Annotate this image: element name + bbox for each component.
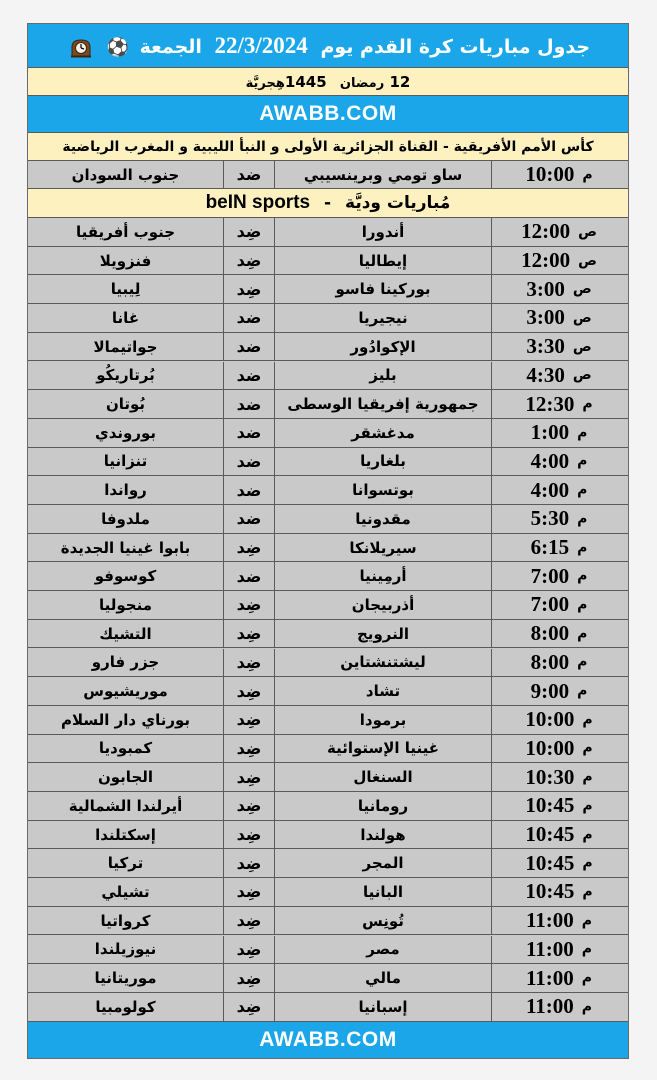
versus-label: ضد [224, 448, 275, 476]
time-value: 12:00 [521, 219, 571, 244]
home-team: أندورا [275, 218, 492, 246]
title-day: الجمعة [139, 35, 202, 58]
away-team: أيرلندا الشمالية [28, 792, 224, 820]
away-team: جنوب أفريقيا [28, 218, 224, 246]
site-url-top[interactable]: AWABB.COM [259, 102, 397, 125]
away-team: تنزانيا [28, 448, 224, 476]
time-value: 3:30 [526, 334, 565, 359]
home-team: بوتسوانا [275, 476, 492, 504]
versus-label: ضد [224, 333, 275, 361]
versus-label: ضد [224, 362, 275, 390]
time-period: م [582, 797, 593, 814]
section-friendlies-title [206, 192, 451, 214]
versus-label: ضِد [224, 275, 275, 303]
match-time [492, 362, 628, 390]
match-row [28, 706, 628, 735]
home-team: ليشتنشتاين [275, 649, 492, 677]
match-row [28, 333, 628, 362]
match-row [28, 362, 628, 391]
match-time [492, 333, 628, 361]
time-value: 10:45 [525, 822, 575, 847]
hijri-year: 1445 [284, 72, 327, 91]
time-value: 8:00 [530, 649, 570, 674]
time-value: 5:30 [530, 506, 570, 531]
section-friendlies-header [28, 189, 628, 218]
match-row [28, 993, 628, 1022]
away-team: موريشيوس [28, 677, 224, 705]
versus-label: ضد [224, 562, 275, 590]
versus-label: ضِد [224, 821, 275, 849]
match-row [28, 649, 628, 678]
versus-label: ضِد [224, 591, 275, 619]
away-team: بُوتان [28, 390, 224, 418]
time-period: م [582, 769, 593, 786]
time-period: م [577, 482, 588, 499]
time-value: 10:30 [525, 764, 575, 789]
match-row [28, 907, 628, 936]
home-team: أرمِينيا [275, 562, 492, 590]
versus-label: ضد [224, 505, 275, 533]
match-row [28, 964, 628, 993]
home-team: الإكوادُور [275, 333, 492, 361]
match-row [28, 448, 628, 477]
home-team: بليز [275, 362, 492, 390]
time-value: 11:00 [525, 908, 574, 933]
versus-label: ضِد [224, 792, 275, 820]
section-afcon-header [28, 133, 628, 161]
title-text: جدول مباريات كرة القدم يوم [320, 35, 591, 58]
away-team: منجوليا [28, 591, 224, 619]
home-team: سيريلانكا [275, 534, 492, 562]
time-value: 3:00 [526, 305, 565, 330]
match-row [28, 821, 628, 850]
time-value: 10:45 [525, 879, 575, 904]
match-time [492, 275, 628, 303]
home-team: رومانيا [275, 792, 492, 820]
time-value: 9:00 [530, 678, 570, 703]
away-team: نيوزيلندا [28, 936, 224, 964]
home-team: تُونِس [275, 907, 492, 935]
page-title [66, 33, 590, 59]
away-team: إسكتلندا [28, 821, 224, 849]
time-value: 3:00 [526, 276, 565, 301]
time-value: 7:00 [530, 592, 570, 617]
away-team: كولومبيا [28, 993, 224, 1021]
away-team: فنزويلا [28, 247, 224, 275]
time-period: م [577, 453, 588, 470]
match-time [492, 849, 628, 877]
home-team: مالي [275, 964, 492, 992]
site-url-bottom[interactable]: AWABB.COM [259, 1028, 397, 1051]
time-period: م [581, 970, 593, 987]
match-time [492, 448, 628, 476]
match-row [28, 304, 628, 333]
away-team: رواندا [28, 476, 224, 504]
title-date: 22/3/2024 [214, 32, 308, 58]
versus-label: ضِد [224, 964, 275, 992]
time-period: م [581, 912, 593, 929]
time-period: م [577, 539, 588, 556]
match-row [28, 419, 628, 448]
time-period: م [582, 883, 593, 900]
match-row [28, 878, 628, 907]
away-team: غانا [28, 304, 224, 332]
soccer-ball-icon: ⚽ [106, 36, 129, 58]
match-row [28, 505, 628, 534]
friendlies-channel: beIN sports [205, 192, 311, 213]
time-period: م [577, 510, 588, 527]
match-row [28, 247, 628, 276]
match-time [492, 591, 628, 619]
away-team: بورناي دار السلام [28, 706, 224, 734]
time-period: م [581, 941, 593, 958]
match-row [28, 677, 628, 706]
match-time [492, 763, 628, 791]
time-value: 12:00 [521, 248, 571, 273]
away-team: لِيبيا [28, 275, 224, 303]
versus-label: ضِد [224, 706, 275, 734]
home-team: السنغال [275, 763, 492, 791]
hijri-suffix: هِجريَّة [245, 75, 285, 91]
versus-label: ضِد [224, 763, 275, 791]
away-team: جواتيمالا [28, 333, 224, 361]
match-time [492, 936, 628, 964]
home-team: مصر [275, 936, 492, 964]
home-team: مقدونيا [275, 505, 492, 533]
away-team: كوسوفو [28, 562, 224, 590]
time-value: 4:00 [530, 448, 570, 473]
hijri-date [246, 73, 411, 91]
match-time [492, 964, 628, 992]
match-row [28, 275, 628, 304]
match-time [492, 562, 628, 590]
home-team: هولندا [275, 821, 492, 849]
match-row [28, 390, 628, 419]
time-value: 1:00 [530, 420, 570, 445]
match-row [28, 562, 628, 591]
home-team: بوركينا فاسو [275, 275, 492, 303]
home-team: إسبانيا [275, 993, 492, 1021]
match-row [28, 763, 628, 792]
time-value: 10:45 [525, 793, 575, 818]
time-value: 11:00 [525, 994, 574, 1019]
versus-label: ضِد [224, 993, 275, 1021]
match-time [492, 735, 628, 763]
match-row [28, 620, 628, 649]
match-time [492, 247, 628, 275]
time-period: م [582, 826, 593, 843]
time-period: م [582, 855, 593, 872]
away-team: تركيا [28, 849, 224, 877]
time-value: 11:00 [525, 965, 574, 990]
away-team: ملدوفا [28, 505, 224, 533]
versus-label: ضِد [224, 649, 275, 677]
time-value: 6:15 [530, 535, 570, 560]
time-period: م [577, 654, 588, 671]
versus-label: ضد [224, 161, 275, 188]
section-afcon-title: كأس الأمم الأفريقية - القناة الجزائرية الأولى و النبأ الليبية و المغرب الرياضية [62, 138, 594, 155]
away-team: جنوب السودان [28, 161, 224, 188]
home-team: ساو تومي وبرينسيبي [275, 161, 492, 188]
home-team: جمهورية إفريقيا الوسطى [275, 390, 492, 418]
match-time [492, 218, 628, 246]
versus-label: ضِد [224, 735, 275, 763]
home-team: مدغشقر [275, 419, 492, 447]
time-value: 10:45 [525, 850, 575, 875]
versus-label: ضِد [224, 878, 275, 906]
time-value: 7:00 [530, 563, 570, 588]
versus-label: ضِد [224, 620, 275, 648]
time-value: 11:00 [525, 936, 574, 961]
versus-label: ضِد [224, 907, 275, 935]
away-team: كمبوديا [28, 735, 224, 763]
time-period: ص [578, 252, 597, 269]
site-banner-bottom [28, 1022, 628, 1058]
away-team: كرواتيا [28, 907, 224, 935]
match-time [492, 993, 628, 1021]
match-time [492, 821, 628, 849]
mantel-clock-icon [70, 37, 92, 58]
away-team: جزر فارو [28, 649, 224, 677]
hijri-row [28, 68, 628, 96]
time-value: 4:30 [526, 362, 565, 387]
versus-label: ضِد [224, 849, 275, 877]
time-period: ص [578, 223, 597, 240]
versus-label: ضد [224, 390, 275, 418]
match-time [492, 677, 628, 705]
time-period: م [577, 596, 588, 613]
versus-label: ضد [224, 476, 275, 504]
match-time [492, 390, 628, 418]
away-team: بابوا غينيا الجديدة [28, 534, 224, 562]
time-period: ص [572, 367, 592, 384]
versus-label: ضِد [224, 677, 275, 705]
away-team: تشيلي [28, 878, 224, 906]
home-team: برمودا [275, 706, 492, 734]
time-period: ص [572, 309, 592, 326]
time-period: م [582, 711, 593, 728]
match-row [28, 849, 628, 878]
schedule-table [27, 23, 629, 1059]
time-period: ص [572, 281, 592, 298]
match-row [28, 936, 628, 965]
match-row [28, 591, 628, 620]
away-team: الجابون [28, 763, 224, 791]
match-row [28, 735, 628, 764]
time-period: ص [572, 338, 592, 355]
match-row [28, 218, 628, 247]
match-time [492, 706, 628, 734]
time-value: 10:00 [525, 735, 575, 760]
away-team: بُرتاريكُو [28, 362, 224, 390]
versus-label: ضِد [224, 534, 275, 562]
header-row [28, 24, 628, 68]
time-period: م [582, 740, 593, 757]
match-time [492, 649, 628, 677]
match-row [28, 476, 628, 505]
site-banner-top [28, 96, 628, 133]
match-time [492, 304, 628, 332]
friendlies-separator: - [324, 193, 332, 213]
home-team: المجر [275, 849, 492, 877]
home-team: إيطاليا [275, 247, 492, 275]
home-team: غينيا الإستوائية [275, 735, 492, 763]
home-team: أذربيجان [275, 591, 492, 619]
time-period: م [577, 625, 588, 642]
match-time [492, 620, 628, 648]
hijri-month: رمضان [339, 75, 385, 91]
match-row [28, 792, 628, 821]
versus-label: ضد [224, 419, 275, 447]
time-period: م [577, 424, 588, 441]
versus-label: ضِد [224, 936, 275, 964]
home-team: النرويج [275, 620, 492, 648]
away-team: بوروندي [28, 419, 224, 447]
match-row [28, 534, 628, 563]
match-time [492, 505, 628, 533]
match-time [492, 792, 628, 820]
home-team: نيجيريا [275, 304, 492, 332]
time-period: م [577, 683, 588, 700]
match-time [492, 419, 628, 447]
time-value: 8:00 [530, 621, 570, 646]
time-value: 4:00 [530, 477, 570, 502]
home-team: تشاد [275, 677, 492, 705]
time-period: م [582, 396, 593, 413]
versus-label: ضد [224, 304, 275, 332]
afcon-match-row [28, 161, 628, 189]
time-value: 12:30 [525, 391, 575, 416]
match-time [492, 161, 628, 188]
friendlies-title-ar: مُباريات وديَّة [345, 193, 451, 213]
away-team: موريتانيا [28, 964, 224, 992]
match-time [492, 878, 628, 906]
home-team: البانيا [275, 878, 492, 906]
hijri-day: 12 [389, 72, 411, 91]
match-time [492, 907, 628, 935]
time-period: م [577, 568, 588, 585]
away-team: التشيك [28, 620, 224, 648]
match-time [492, 476, 628, 504]
time-value: 10:00 [525, 162, 575, 186]
versus-label: ضِد [224, 218, 275, 246]
home-team: بلغاريا [275, 448, 492, 476]
time-period: م [582, 166, 593, 183]
match-time [492, 534, 628, 562]
time-period: م [581, 998, 593, 1015]
versus-label: ضِد [224, 247, 275, 275]
time-value: 10:00 [525, 707, 575, 732]
